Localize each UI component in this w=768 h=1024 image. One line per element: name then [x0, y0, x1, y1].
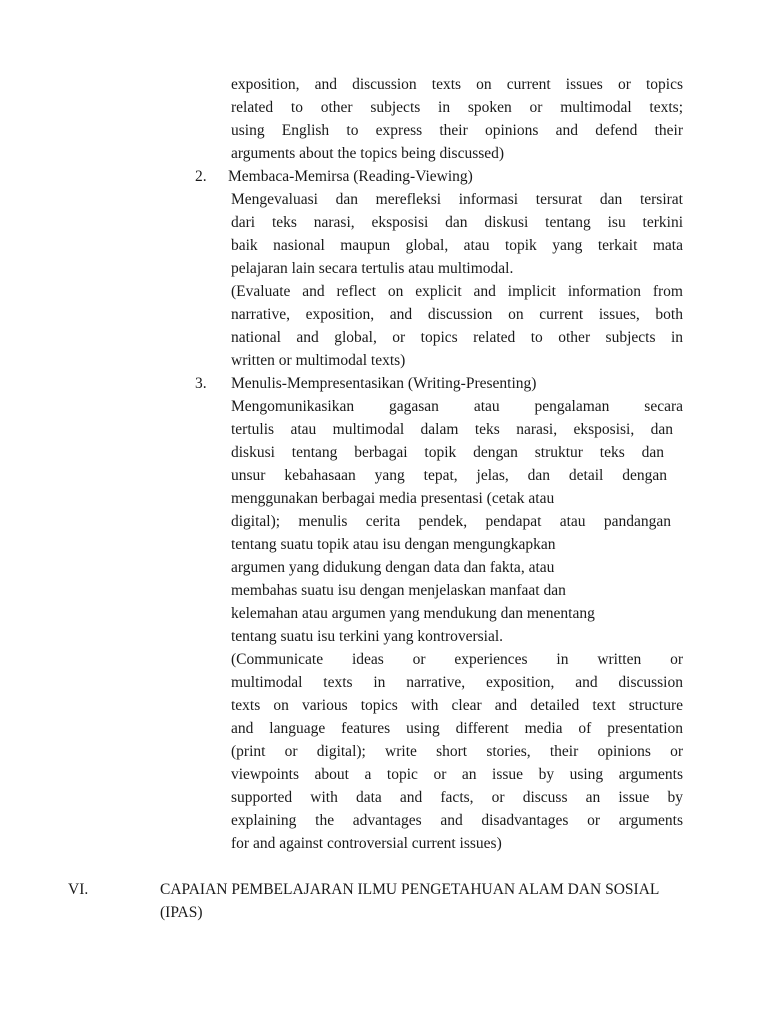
paragraph-line: explaining the advantages and disadvantages or arguments	[231, 812, 683, 829]
paragraph-line: Mengevaluasi dan merefleksi informasi tersurat dan tersirat	[231, 191, 683, 208]
paragraph-line: related to other subjects in spoken or multimodal texts;	[231, 99, 683, 116]
paragraph-line: digital); menulis cerita pendek, pendapat atau pandangan	[231, 513, 671, 530]
paragraph-line: texts on various topics with clear and detailed text structure	[231, 697, 683, 714]
paragraph-line: dari teks narasi, eksposisi dan diskusi tentang isu terkini	[231, 214, 683, 231]
paragraph-line: narrative, exposition, and discussion on current issues, both	[231, 306, 683, 323]
list-heading-writing-presenting: Menulis-Mempresentasikan (Writing-Presenting)	[231, 375, 537, 392]
section-number: VI.	[68, 881, 89, 898]
paragraph-line: viewpoints about a topic or an issue by using arguments	[231, 766, 683, 783]
paragraph-line: multimodal texts in narrative, exposition, and discussion	[231, 674, 683, 691]
paragraph-line: written or multimodal texts)	[231, 352, 406, 369]
paragraph-line: Mengomunikasikan gagasan atau pengalaman secara	[231, 398, 683, 415]
paragraph-line: kelemahan atau argumen yang mendukung dan menentang	[231, 605, 595, 622]
paragraph-line: exposition, and discussion texts on current issues or topics	[231, 76, 683, 93]
paragraph-line: (Evaluate and reflect on explicit and implicit information from	[231, 283, 683, 300]
paragraph-line: diskusi tentang berbagai topik dengan struktur teks dan	[231, 444, 664, 461]
paragraph-line: membahas suatu isu dengan menjelaskan manfaat dan	[231, 582, 566, 599]
paragraph-line: national and global, or topics related to other subjects in	[231, 329, 683, 346]
paragraph-line: tentang suatu isu terkini yang kontroversial.	[231, 628, 504, 645]
paragraph-line: baik nasional maupun global, atau topik yang terkait mata	[231, 237, 683, 254]
list-number-2: 2.	[195, 168, 207, 185]
paragraph-line: (print or digital); write short stories, their opinions or	[231, 743, 683, 760]
paragraph-line: arguments about the topics being discussed)	[231, 145, 505, 162]
list-number-3: 3.	[195, 375, 207, 392]
section-title: CAPAIAN PEMBELAJARAN ILMU PENGETAHUAN ALAM DAN SOSIAL	[160, 881, 660, 898]
paragraph-line: tentang suatu topik atau isu dengan mengungkapkan	[231, 536, 556, 553]
paragraph-line: tertulis atau multimodal dalam teks narasi, eksposisi, dan	[231, 421, 673, 438]
list-heading-reading-viewing: Membaca-Memirsa (Reading-Viewing)	[228, 168, 473, 185]
paragraph-line: menggunakan berbagai media presentasi (cetak atau	[231, 490, 555, 507]
paragraph-line: and language features using different media of presentation	[231, 720, 683, 737]
section-title-continued: (IPAS)	[160, 904, 203, 921]
paragraph-line: pelajaran lain secara tertulis atau multimodal.	[231, 260, 514, 277]
paragraph-line: for and against controversial current issues)	[231, 835, 502, 852]
paragraph-line: using English to express their opinions and defend their	[231, 122, 683, 139]
paragraph-line: argumen yang didukung dengan data dan fakta, atau	[231, 559, 555, 576]
paragraph-line: (Communicate ideas or experiences in written or	[231, 651, 683, 668]
paragraph-line: unsur kebahasaan yang tepat, jelas, dan detail dengan	[231, 467, 667, 484]
paragraph-line: supported with data and facts, or discuss an issue by	[231, 789, 683, 806]
